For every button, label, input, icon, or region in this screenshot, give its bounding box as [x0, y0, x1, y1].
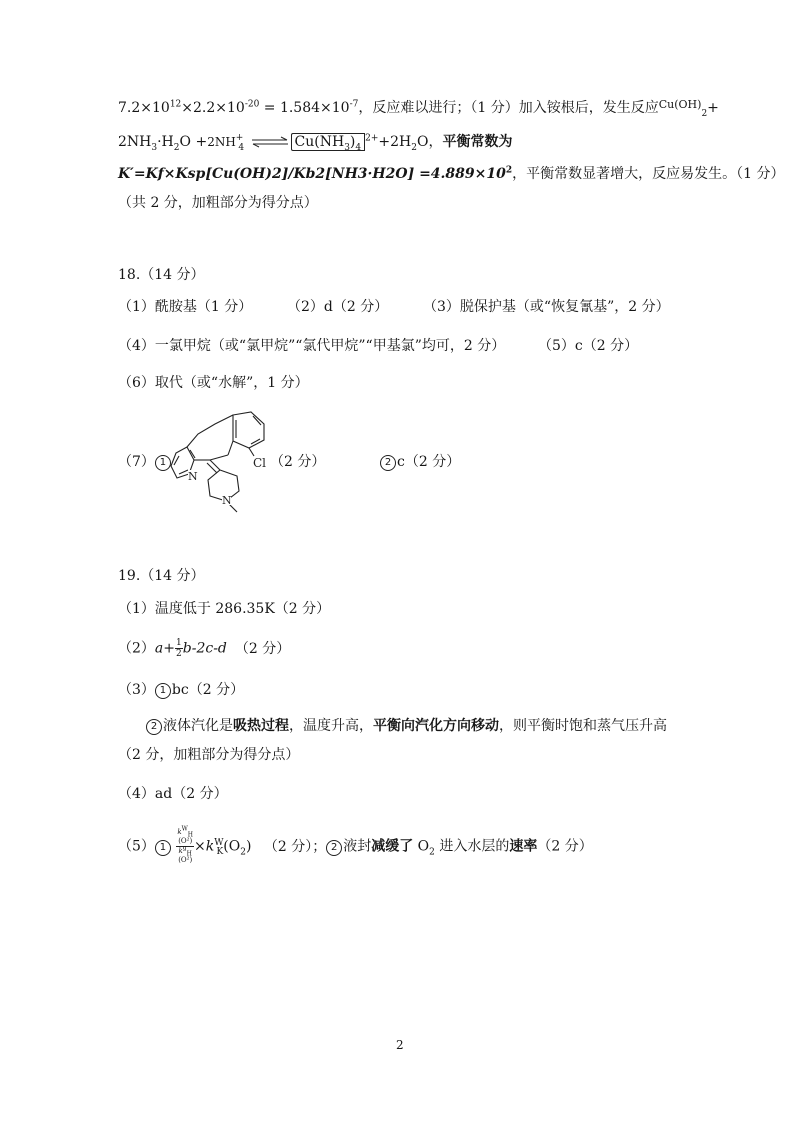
- complex-bracket: [291, 133, 365, 151]
- q18-answer-3: （3）脱保护基（或“恢复氰基”，2 分）: [423, 299, 670, 315]
- score-note: （2 分，加粗部分为得分点）: [118, 747, 300, 763]
- superscript: +: [235, 133, 244, 144]
- paren: ): [245, 838, 252, 855]
- formula-h2o: ·H: [157, 134, 174, 150]
- subscript: 3: [151, 142, 158, 153]
- formula-cu: Cu: [658, 98, 675, 111]
- circled-number: 1: [155, 840, 171, 856]
- answer-line-2: [118, 132, 512, 152]
- atom-nitrogen: N: [222, 494, 232, 507]
- var-a: a: [154, 640, 164, 657]
- formula-o: O: [179, 134, 196, 150]
- subscript: H: [186, 850, 192, 858]
- formula-o2: (O: [223, 838, 241, 855]
- atom-nitrogen: N: [188, 470, 198, 483]
- answer-text: 液体汽化是: [163, 718, 233, 734]
- question-18-title: 18.（14 分）: [118, 267, 205, 283]
- times-sign: ×: [194, 838, 206, 855]
- answer-text: ，则平衡时饱和蒸气压升高: [499, 718, 667, 734]
- item-label: （3）: [118, 682, 155, 698]
- answer-text: 液封: [343, 838, 372, 855]
- circled-number: 2: [380, 455, 396, 471]
- equilibrium-arrow-icon: [251, 136, 289, 148]
- score: （2 分）: [537, 838, 593, 855]
- circled-number: 1: [155, 455, 171, 471]
- fraction-half: [175, 638, 183, 659]
- exponent: -20: [244, 99, 260, 110]
- k-symbol: k: [205, 838, 215, 855]
- superscript: g: [182, 844, 187, 852]
- answer-text: ，平衡常数显著增大，反应易发生。（1 分）: [512, 166, 785, 182]
- expression: b-2c-d: [182, 640, 227, 657]
- plus-sign: +: [195, 134, 208, 150]
- q18-answer-5: （5）c（2 分）: [538, 338, 639, 354]
- q18-answer-1: （1）酰胺基（1 分）: [118, 299, 253, 315]
- argument: (O²): [178, 837, 193, 845]
- calc-text: ×2.2×10: [181, 100, 245, 116]
- rate-fraction: [176, 825, 194, 865]
- bold-keypoint: 减缓了: [371, 838, 414, 855]
- subscript: 2: [429, 847, 435, 858]
- q18-answer-4: （4）一氯甲烷（或“氯甲烷”“氯代甲烷”“甲基氯”均可，2 分）: [118, 338, 506, 354]
- circled-number: 1: [155, 683, 171, 699]
- k-symbol: k: [177, 828, 182, 836]
- k-symbol: k: [178, 847, 183, 855]
- item-label: （5）: [118, 838, 155, 855]
- molecule-structure: [170, 408, 280, 518]
- answer-text: O: [413, 838, 430, 855]
- bold-keypoint: 吸热过程: [233, 718, 289, 734]
- paren: ): [349, 134, 356, 150]
- subscript: K: [216, 847, 224, 858]
- q19-answer-1: （1）温度低于 286.35K（2 分）: [118, 601, 331, 617]
- item-label: （2）: [118, 640, 155, 657]
- answer-line-1: [118, 95, 719, 118]
- score: （2 分）；: [263, 838, 327, 855]
- question-19-title: 19.（14 分）: [118, 568, 205, 584]
- subscript: 2: [240, 847, 246, 858]
- subscript: 3: [344, 142, 350, 153]
- subscript: 4: [238, 142, 245, 153]
- formula-complex: Cu(NH: [294, 134, 345, 150]
- formula-water-end: O，: [417, 134, 443, 150]
- calc-text: = 1.584×10: [259, 100, 350, 116]
- answer-text: bc（2 分）: [171, 682, 245, 698]
- q19-answer-4: （4）ad（2 分）: [118, 786, 228, 802]
- formula-oh: (OH): [674, 98, 702, 111]
- subscript: 2: [173, 142, 180, 153]
- plus-sign: +: [163, 640, 176, 657]
- atom-chlorine: Cl: [253, 456, 267, 470]
- calc-text: 7.2×10: [118, 100, 170, 116]
- argument: (O²): [178, 856, 193, 864]
- constant-expression: K′=Kf×Ksp[Cu(OH)2]/Kb2[NH3·H2O] =4.889×10: [118, 166, 506, 182]
- exponent: 12: [169, 99, 182, 110]
- bold-keypoint: 平衡常数为: [442, 134, 513, 150]
- subscript: H: [187, 831, 194, 839]
- formula-water: +2H: [378, 134, 412, 150]
- q19-answer-2: [118, 638, 290, 659]
- item-label: （7）: [118, 454, 155, 470]
- q19-answer-5: [118, 825, 593, 865]
- q18-answer-2: （2）d（2 分）: [287, 299, 389, 315]
- charge: 2+: [365, 133, 379, 144]
- answer-text: ，温度升高，: [289, 718, 373, 734]
- formula-nh4: 2NH: [207, 135, 236, 149]
- numerator: 1: [176, 638, 182, 648]
- q18-score-7-1: （2 分）: [270, 454, 326, 470]
- subscript: 4: [355, 142, 362, 153]
- answer-text: 进入水层的: [434, 838, 510, 855]
- bold-keypoint: 平衡向汽化方向移动: [373, 718, 499, 734]
- superscript: W: [181, 825, 188, 833]
- superscript: W: [214, 837, 224, 848]
- q18-answer-6: （6）取代（或“水解”，1 分）: [118, 375, 309, 391]
- formula-nh3: 2NH: [118, 134, 152, 150]
- score-note: （共 2 分，加粗部分为得分点）: [118, 195, 318, 211]
- q18-answer-7-2: [380, 452, 460, 472]
- q18-answer-7: [118, 452, 172, 472]
- plus-sign: +: [707, 100, 719, 116]
- exponent: -7: [349, 99, 359, 110]
- page-number: 2: [396, 1038, 404, 1052]
- answer-text: c（2 分）: [397, 454, 461, 470]
- exponent: 2: [505, 165, 513, 176]
- denominator: 2: [176, 649, 182, 659]
- answer-text: ，反应难以进行；（1 分）加入铵根后，发生反应: [358, 100, 659, 116]
- score: （2 分）: [234, 640, 291, 657]
- subscript: 2: [411, 142, 417, 153]
- subscript: 2: [701, 108, 708, 119]
- circled-number: 2: [146, 719, 162, 735]
- answer-line-3: [118, 164, 784, 184]
- circled-number: 2: [326, 840, 342, 856]
- bold-keypoint: 速率: [509, 838, 538, 855]
- q19-answer-3-2: [146, 716, 667, 736]
- q19-answer-3: [118, 680, 244, 700]
